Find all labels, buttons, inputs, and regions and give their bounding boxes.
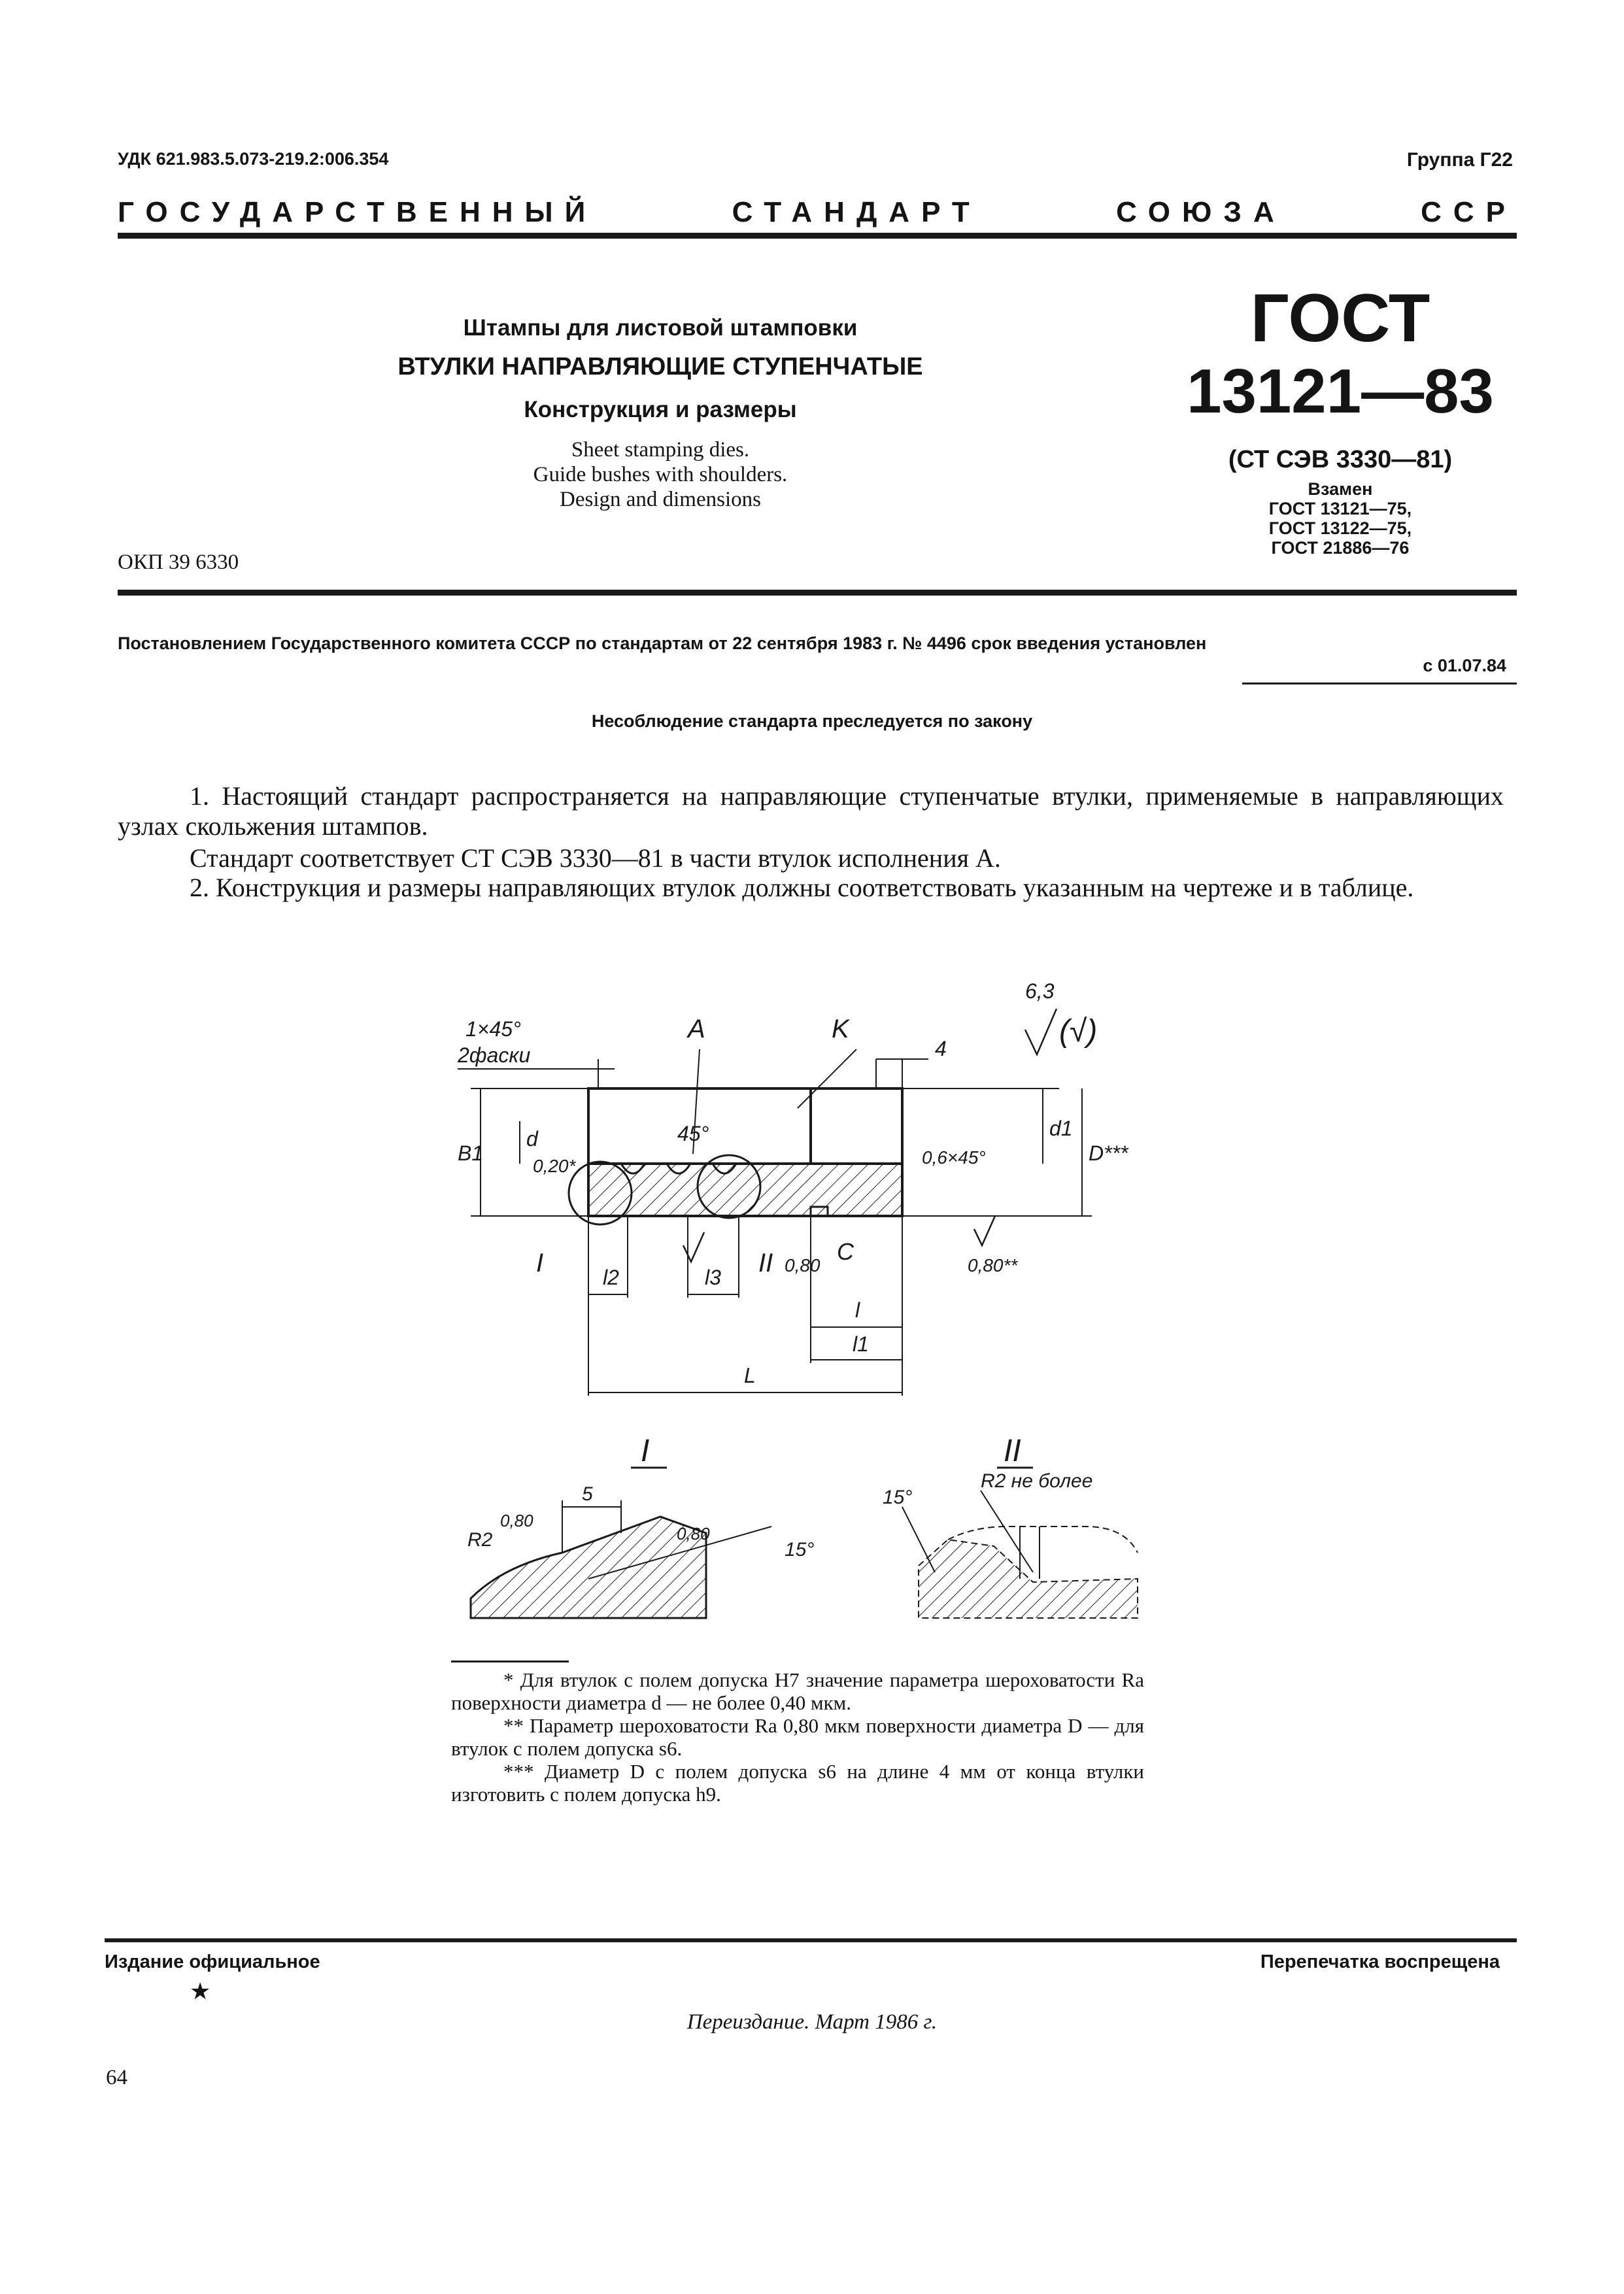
replaced-standard: ГОСТ 13121—75, xyxy=(1268,499,1412,518)
detail-i-callout: I xyxy=(536,1249,544,1277)
dimension-4: 4 xyxy=(935,1037,947,1060)
roughness-020: 0,20* xyxy=(533,1156,576,1176)
groove-c-label: C xyxy=(837,1238,854,1265)
group-code: Группа Г22 xyxy=(1406,149,1513,171)
footnote: * Для втулок с полем допуска Н7 значение параметра шероховатости Ra поверхности диаметра d — не более 0,40 мкм. xyxy=(451,1668,1144,1714)
title-line-1: Штампы для листовой штамповки xyxy=(463,315,858,341)
paragraph-1: 1. Настоящий стандарт распространяется на направляющие ступенчатые втулки, применяемые в направляющих узлах скольжения штампов. xyxy=(118,781,1504,841)
replaces-label: Взамен xyxy=(1308,479,1373,499)
title-line-2: ВТУЛКИ НАПРАВЛЯЮЩИЕ СТУПЕНЧАТЫЕ xyxy=(398,353,923,380)
legal-warning: Несоблюдение стандарта преследуется по закону xyxy=(591,711,1033,731)
udk-code: УДК 621.983.5.073-219.2:006.354 xyxy=(118,149,389,169)
banner-word: ССР xyxy=(1421,196,1517,228)
detail-ii-radius: R2 не более xyxy=(981,1470,1093,1492)
reissue-note: Переиздание. Март 1986 г. xyxy=(686,2010,938,2034)
footnote: ** Параметр шероховатости Ra 0,80 мкм поверхности диаметра D — для втулок с полем допуска s6. xyxy=(451,1714,1144,1760)
st-sev-reference: (СТ СЭВ 3330—81) xyxy=(1228,446,1453,473)
roughness-080-a: 0,80 xyxy=(785,1255,820,1275)
footnote: *** Диаметр D с полем допуска s6 на длине 4 мм от конца втулки изготовить с полем допуска h9. xyxy=(451,1760,1144,1806)
detail-i-roughness-b: 0,80 xyxy=(677,1524,710,1543)
dimension-d1: d1 xyxy=(1049,1117,1073,1140)
dimension-D: D*** xyxy=(1089,1141,1128,1165)
detail-i-title: I xyxy=(641,1434,650,1468)
detail-ii-callout: II xyxy=(758,1249,773,1277)
reprint-note: Перепечатка воспрещена xyxy=(1260,1951,1500,1972)
title-rule xyxy=(118,590,1517,596)
title-line-3: Конструкция и размеры xyxy=(524,397,797,422)
page-number: 64 xyxy=(106,2066,127,2089)
dimension-L: L xyxy=(744,1364,756,1387)
paragraph-2: 2. Конструкция и размеры направляющих втулок должны соответствовать указанным на чертеже и в таблице. xyxy=(190,873,1414,902)
dimension-l: l xyxy=(855,1298,860,1322)
angle-45: 45° xyxy=(677,1122,709,1145)
header-rule xyxy=(118,233,1517,239)
decree-text: Постановлением Государственного комитета СССР по стандартам от 22 сентября 1983 г. № 4496 срок введения установлен xyxy=(118,633,1207,653)
detail-i-roughness-a: 0,80 xyxy=(500,1511,533,1530)
replaced-standard: ГОСТ 21886—76 xyxy=(1271,538,1410,558)
star-mark: ★ xyxy=(190,1978,211,2004)
detail-i xyxy=(467,1434,814,1618)
dimension-d: d xyxy=(526,1127,538,1151)
banner-word: СОЮЗА xyxy=(1116,196,1286,228)
detail-ii-title: II xyxy=(1004,1434,1021,1468)
banner-word: СТАНДАРТ xyxy=(732,196,981,228)
detail-i-angle: 15° xyxy=(785,1539,815,1560)
view-a-label: A xyxy=(688,1015,705,1043)
replaced-standard: ГОСТ 13122—75, xyxy=(1268,518,1412,538)
detail-i-dimension-5: 5 xyxy=(582,1483,593,1505)
gost-block xyxy=(1183,281,1497,558)
banner-word: ГОСУДАРСТВЕННЫЙ xyxy=(118,196,598,228)
decree-date-rule xyxy=(1242,683,1517,684)
chamfer-label: 1×45° xyxy=(465,1017,521,1041)
view-k-label: K xyxy=(832,1015,849,1043)
gost-number: 13121—83 xyxy=(1187,356,1494,426)
roughness-080-b: 0,80** xyxy=(968,1255,1018,1275)
english-title-line: Design and dimensions xyxy=(560,488,761,511)
dimension-b1: B1 xyxy=(458,1141,484,1165)
okp-code: ОКП 39 6330 xyxy=(118,550,239,574)
footnotes xyxy=(451,1668,1144,1806)
bush-section xyxy=(569,1049,902,1224)
chamfer-count-label: 2фаски xyxy=(458,1043,531,1067)
footnote-rule xyxy=(451,1661,569,1662)
dimension-lines xyxy=(458,1059,1092,1396)
roughness-main-value: 6,3 xyxy=(1025,979,1055,1003)
state-standard-banner xyxy=(118,196,1517,229)
detail-ii-angle: 15° xyxy=(883,1487,913,1508)
edition-note: Издание официальное xyxy=(105,1951,320,1972)
decree-date: с 01.07.84 xyxy=(1423,656,1506,675)
chamfer-06: 0,6×45° xyxy=(922,1147,986,1168)
roughness-paren: (√) xyxy=(1059,1014,1098,1049)
title-block xyxy=(294,315,1026,512)
footer-rule xyxy=(105,1938,1517,1942)
english-title-line: Sheet stamping dies. xyxy=(571,438,750,462)
dimension-l3: l3 xyxy=(705,1266,721,1289)
bush-drawing xyxy=(431,964,1164,1657)
gost-label: ГОСТ xyxy=(1250,280,1430,356)
english-title-line: Guide bushes with shoulders. xyxy=(533,463,788,486)
detail-i-radius: R2 xyxy=(467,1529,493,1551)
paragraph-1-compliance: Стандарт соответствует СТ СЭВ 3330—81 в части втулок исполнения А. xyxy=(190,843,1001,873)
dimension-l1: l1 xyxy=(853,1332,869,1356)
detail-ii xyxy=(883,1434,1138,1618)
dimension-l2: l2 xyxy=(603,1266,619,1289)
